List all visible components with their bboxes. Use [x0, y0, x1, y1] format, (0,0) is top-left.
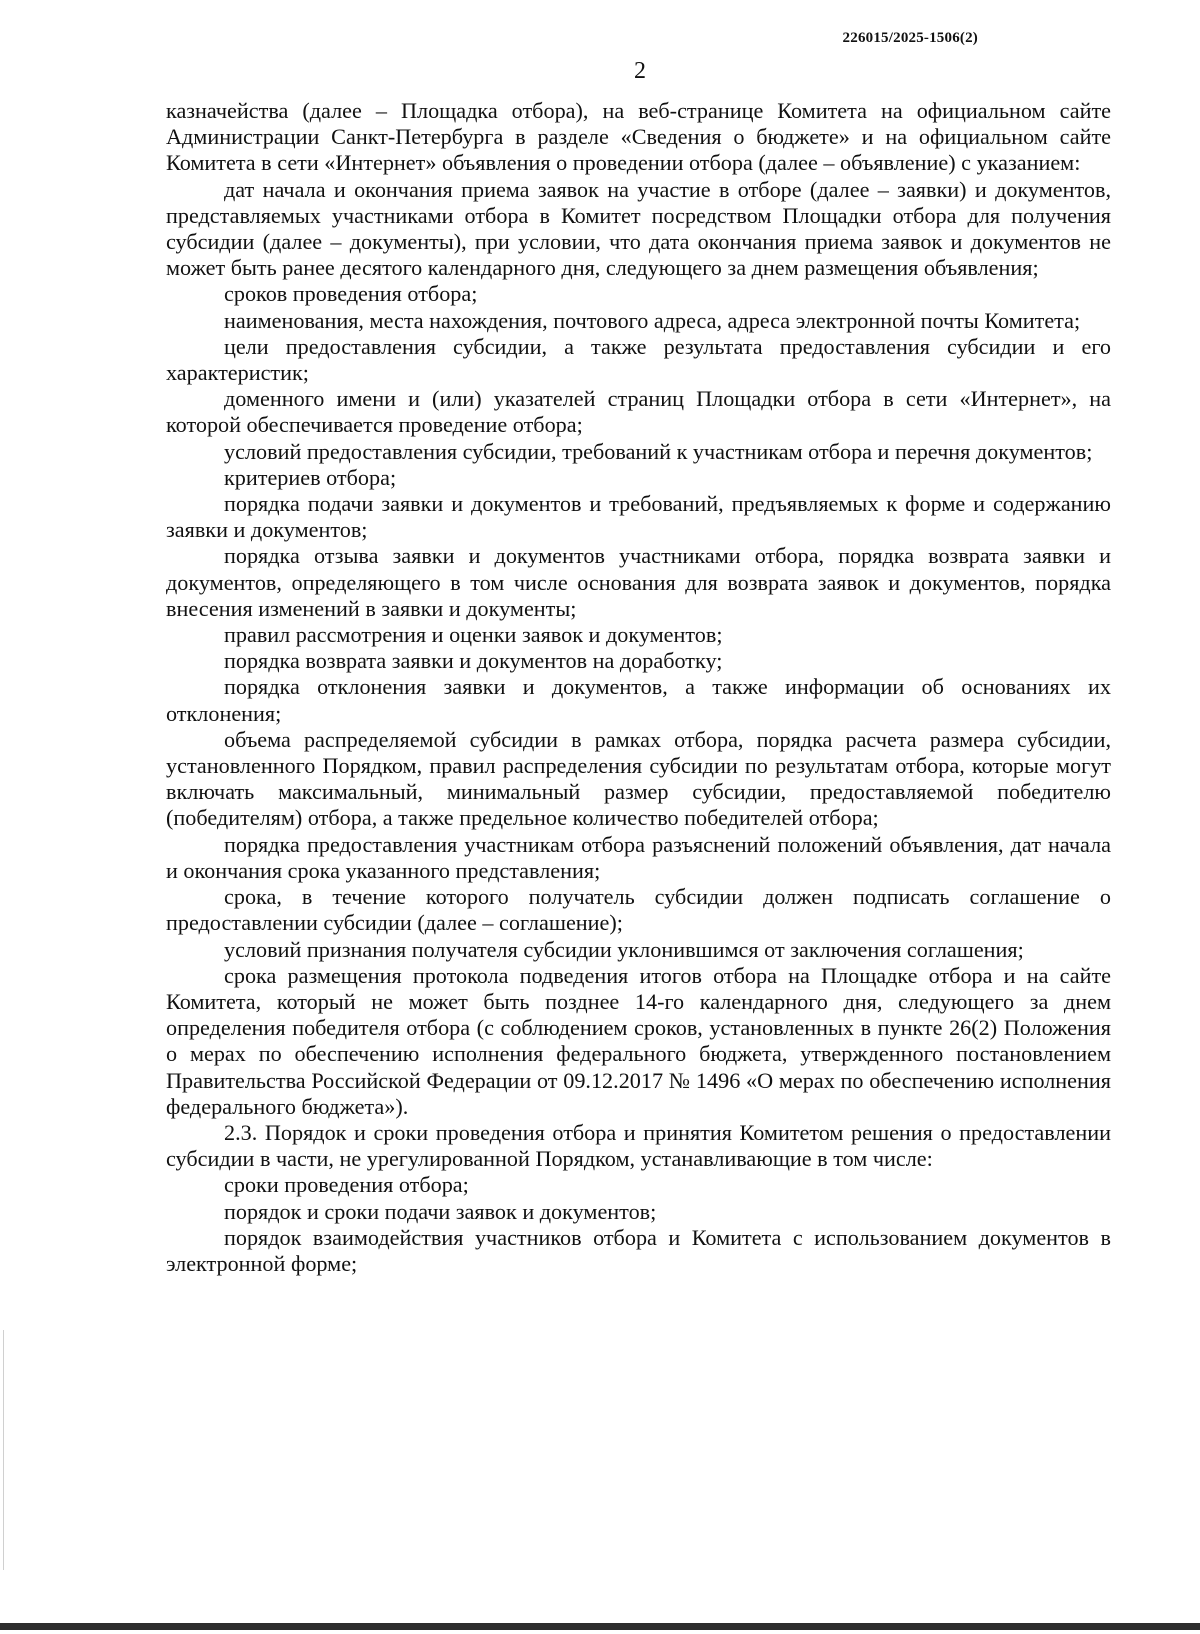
paragraph: сроки проведения отбора;	[224, 1172, 469, 1198]
scan-edge-mark	[3, 1330, 4, 1570]
document-registration-number: 226015/2025-1506(2)	[842, 30, 978, 46]
paragraph: срока, в течение которого получатель субсидии должен подписать соглашение о предоставлении субсидии (далее – соглашение);	[166, 884, 1111, 936]
paragraph: порядка возврата заявки и документов на доработку;	[224, 648, 723, 674]
paragraph: порядка предоставления участникам отбора разъяснений положений объявления, дат начала и окончания срока указанного представления;	[166, 831, 1111, 883]
scan-bottom-edge	[0, 1623, 1200, 1630]
paragraph: доменного имени и (или) указателей страниц Площадки отбора в сети «Интернет», на которой обеспечивается проведение отбора;	[166, 386, 1111, 438]
paragraph: объема распределяемой субсидии в рамках отбора, порядка расчета размера субсидии, установленного Порядком, правил распределения субсидии по результатам отбора, которые могут включать максимальный, минимальный размер субсидии, предоставляемой победителю (победителям) отбора, а также предельное количество победителей отбора;	[166, 726, 1111, 831]
document-body	[166, 98, 1111, 1277]
paragraph: порядка отклонения заявки и документов, а также информации об основаниях их отклонения;	[166, 674, 1111, 726]
paragraph: цели предоставления субсидии, а также результата предоставления субсидии и его характеристик;	[166, 333, 1111, 386]
paragraph: порядка подачи заявки и документов и требований, предъявляемых к форме и содержанию заявки и документов;	[166, 491, 1111, 543]
paragraph-intro: казначейства (далее – Площадка отбора), на веб-странице Комитета на официальном сайте Администрации Санкт-Петербурга в разделе «Сведения о бюджете» и на официальном сайте Комитета в сети «Интернет» объявления о проведении отбора (далее – объявление) с указанием:	[166, 98, 1111, 176]
paragraph: порядок взаимодействия участников отбора и Комитета с использованием документов в электронной форме;	[166, 1224, 1111, 1276]
paragraph: критериев отбора;	[224, 464, 397, 490]
paragraph: сроков проведения отбора;	[224, 281, 478, 307]
paragraph: дат начала и окончания приема заявок на участие в отборе (далее – заявки) и документов, представляемых участниками отбора в Комитет посредством Площадки отбора для получения субсидии (далее – документы), при условии, что дата окончания приема заявок и документов не может быть ранее десятого календарного дня, следующего за днем размещения объявления;	[166, 176, 1111, 281]
paragraph: порядка отзыва заявки и документов участниками отбора, порядка возврата заявки и документов, определяющего в том числе основания для возврата заявок и документов, порядка внесения изменений в заявки и документы;	[166, 543, 1111, 621]
paragraph: наименования, места нахождения, почтового адреса, адреса электронной почты Комитета;	[224, 307, 1081, 333]
paragraph: правил рассмотрения и оценки заявок и документов;	[224, 622, 723, 648]
paragraph-section-2-3: 2.3. Порядок и сроки проведения отбора и принятия Комитетом решения о предоставлении субсидии в части, не урегулированной Порядком, устанавливающие в том числе:	[166, 1119, 1111, 1172]
paragraph: условий предоставления субсидии, требований к участникам отбора и перечня документов;	[224, 438, 1093, 464]
paragraph: условий признания получателя субсидии уклонившимся от заключения соглашения;	[224, 936, 1024, 962]
paragraph: срока размещения протокола подведения итогов отбора на Площадке отбора и на сайте Комитета, который не может быть позднее 14-го календарного дня, следующего за днем определения победителя отбора (с соблюдением сроков, установленных в пункте 26(2) Положения о мерах по обеспечению исполнения федерального бюджета, утвержденного постановлением Правительства Российской Федерации от 09.12.2017 № 1496 «О мерах по обеспечению исполнения федерального бюджета»).	[166, 962, 1111, 1119]
page-number: 2	[634, 58, 646, 84]
paragraph: порядок и сроки подачи заявок и документов;	[224, 1198, 657, 1224]
